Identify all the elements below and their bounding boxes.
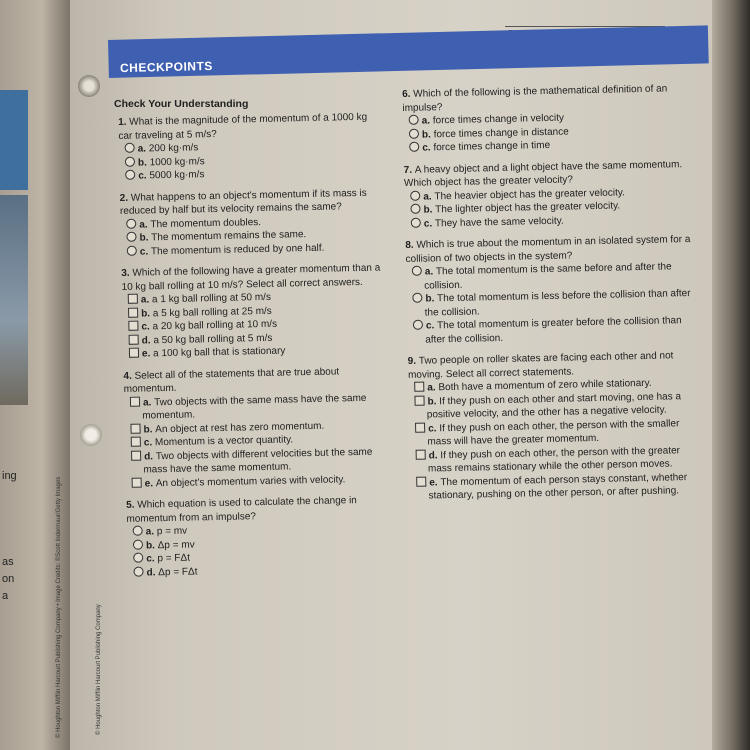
option-letter: a. bbox=[139, 218, 151, 231]
option-text: p = FΔt bbox=[157, 552, 191, 565]
checkbox-icon[interactable] bbox=[129, 334, 139, 344]
left-page-text: as bbox=[2, 556, 14, 568]
option-letter: c. bbox=[146, 553, 158, 565]
question-prompt: Which is true about the momentum in an isolated system for a collision of two objects in the system? bbox=[405, 233, 691, 265]
option-letter: b. bbox=[139, 232, 152, 244]
option-text: 1000 kg·m/s bbox=[149, 155, 205, 168]
radio-circle-icon[interactable] bbox=[125, 170, 135, 180]
radio-circle-icon[interactable] bbox=[409, 142, 419, 152]
question-prompt: Which equation is used to calculate the change in momentum from an impulse? bbox=[126, 495, 357, 525]
left-page-blue-strip bbox=[0, 90, 28, 190]
option-letter: a. bbox=[145, 526, 157, 538]
option-letter: c. bbox=[425, 320, 438, 332]
radio-circle-icon[interactable] bbox=[133, 566, 143, 576]
option-text: a 20 kg ball rolling at 10 m/s bbox=[152, 318, 278, 333]
option-letter: d. bbox=[141, 334, 154, 347]
question-prompt: A heavy object and a light object have the same momentum. Which object has the greater velocity? bbox=[403, 158, 683, 189]
radio-circle-icon[interactable] bbox=[409, 115, 419, 125]
checkbox-icon[interactable] bbox=[415, 422, 425, 432]
left-question-column bbox=[118, 111, 388, 583]
question-prompt: Which of the following is the mathematical definition of an impulse? bbox=[402, 83, 668, 114]
option-letter: e. bbox=[144, 477, 156, 490]
question-text bbox=[120, 186, 381, 218]
option-text: force times change in time bbox=[433, 139, 551, 154]
option-letter: c. bbox=[139, 245, 152, 258]
question-prompt: What happens to an object's momentum if its mass is reduced by half but its velocity remains the same? bbox=[119, 187, 367, 217]
question-number: 2. bbox=[119, 192, 131, 204]
checkbox-icon[interactable] bbox=[132, 477, 142, 487]
option-text: The momentum doubles. bbox=[150, 216, 262, 230]
radio-circle-icon[interactable] bbox=[125, 156, 135, 166]
option-text: Δp = FΔt bbox=[158, 565, 198, 578]
question-number: 7. bbox=[403, 164, 415, 176]
binder-hole-icon bbox=[80, 424, 102, 446]
option-text: force times change in distance bbox=[433, 126, 569, 140]
radio-circle-icon[interactable] bbox=[133, 526, 143, 536]
radio-circle-icon[interactable] bbox=[410, 204, 420, 214]
option-text: The total momentum is less before the collision than after the collision. bbox=[424, 288, 691, 319]
checkbox-icon[interactable] bbox=[131, 450, 141, 460]
option-letter: e. bbox=[429, 476, 441, 489]
radio-circle-icon[interactable] bbox=[410, 190, 420, 200]
checkbox-icon[interactable] bbox=[414, 382, 424, 392]
answer-option[interactable] bbox=[407, 314, 698, 347]
option-letter: b. bbox=[145, 539, 158, 552]
option-letter: c. bbox=[141, 321, 153, 333]
question-number: 5. bbox=[126, 499, 138, 511]
radio-circle-icon[interactable] bbox=[127, 245, 137, 255]
option-text: Momentum is a vector quantity. bbox=[154, 434, 294, 449]
radio-circle-icon[interactable] bbox=[126, 218, 136, 228]
question-number: 3. bbox=[121, 267, 133, 279]
section-heading: Check Your Understanding bbox=[114, 98, 249, 110]
option-letter: b. bbox=[143, 423, 156, 436]
radio-circle-icon[interactable] bbox=[126, 232, 136, 242]
radio-circle-icon[interactable] bbox=[409, 128, 419, 138]
credit-line: © Houghton Mifflin Harcourt Publishing Company bbox=[96, 604, 102, 735]
option-text: a 5 kg ball rolling at 25 m/s bbox=[152, 305, 272, 319]
option-letter: b. bbox=[141, 307, 153, 320]
option-letter: c. bbox=[428, 422, 440, 435]
option-text: Two objects with the same mass have the same momentum. bbox=[142, 392, 367, 422]
question-number: 6. bbox=[402, 88, 414, 100]
option-text: Two objects with different velocities but the same mass have the same momentum. bbox=[143, 446, 373, 476]
checkbox-icon[interactable] bbox=[130, 396, 140, 406]
checkbox-icon[interactable] bbox=[129, 348, 139, 358]
badge-icon bbox=[78, 75, 100, 97]
answer-option[interactable] bbox=[410, 470, 701, 503]
option-letter: d. bbox=[144, 450, 156, 463]
left-page-text: on bbox=[2, 573, 15, 585]
radio-circle-icon[interactable] bbox=[133, 553, 143, 563]
option-text: Both have a momentum of zero while stationary. bbox=[438, 377, 652, 394]
option-letter: a. bbox=[421, 115, 433, 127]
question-prompt: What is the magnitude of the momentum of a 1000 kg car traveling at 5 m/s? bbox=[118, 111, 368, 142]
checkbox-icon[interactable] bbox=[128, 321, 138, 331]
question-prompt: Two people on roller skates are facing each other and not moving. Select all correct statements. bbox=[407, 350, 674, 381]
option-text: The total momentum is the same before and after the collision. bbox=[424, 261, 672, 292]
option-text: force times change in velocity bbox=[432, 112, 565, 127]
checkbox-icon[interactable] bbox=[131, 437, 141, 447]
question-number: 8. bbox=[405, 239, 417, 251]
page-edge bbox=[712, 0, 750, 750]
option-text: The lighter object has the greater velocity. bbox=[435, 200, 621, 216]
credit-line: © Houghton Mifflin Harcourt Publishing Company • Image Credits: ©Scott Indermaur/Getty Images bbox=[56, 476, 62, 738]
option-text: The momentum of each person stays constant, whether stationary, pushing on the other person, or after pushing. bbox=[428, 471, 688, 502]
radio-circle-icon[interactable] bbox=[413, 320, 423, 330]
option-letter: a. bbox=[140, 294, 153, 306]
checkbox-icon[interactable] bbox=[416, 449, 426, 459]
option-letter: d. bbox=[146, 566, 159, 579]
question bbox=[118, 111, 379, 184]
question bbox=[404, 157, 695, 231]
option-letter: c. bbox=[138, 170, 150, 182]
option-text: An object's momentum varies with velocity. bbox=[155, 473, 346, 489]
question bbox=[121, 262, 383, 362]
option-text: The total momentum is greater before the collision than after the collision. bbox=[425, 315, 682, 346]
option-letter: d. bbox=[428, 449, 441, 462]
radio-circle-icon[interactable] bbox=[411, 217, 421, 227]
question-number: 9. bbox=[407, 355, 419, 367]
radio-circle-icon[interactable] bbox=[412, 266, 422, 276]
checkbox-icon[interactable] bbox=[128, 294, 138, 304]
checkbox-icon[interactable] bbox=[414, 395, 424, 405]
option-text: Δp = mv bbox=[157, 538, 195, 551]
option-letter: b. bbox=[137, 156, 150, 169]
question-number: 1. bbox=[118, 116, 130, 128]
question bbox=[405, 233, 697, 347]
option-letter: a. bbox=[142, 396, 155, 409]
option-letter: a. bbox=[423, 190, 435, 203]
option-text: a 50 kg ball rolling at 5 m/s bbox=[153, 332, 273, 346]
option-letter: c. bbox=[422, 142, 434, 154]
question bbox=[408, 349, 701, 504]
question bbox=[123, 364, 385, 491]
right-question-column bbox=[402, 82, 701, 506]
question bbox=[120, 186, 381, 259]
option-text: The momentum remains the same. bbox=[151, 229, 307, 244]
option-text: a 1 kg ball rolling at 50 m/s bbox=[151, 291, 272, 306]
checkbox-icon[interactable] bbox=[416, 476, 426, 486]
checkbox-icon[interactable] bbox=[128, 307, 138, 317]
option-text: The heavier object has the greater velocity. bbox=[434, 186, 625, 202]
checkbox-icon[interactable] bbox=[130, 423, 140, 433]
option-text: The momentum is reduced by one half. bbox=[150, 242, 325, 257]
question-prompt: Which of the following have a greater momentum than a 10 kg ball rolling at 10 m/s? Select all correct answers. bbox=[121, 262, 381, 293]
option-text: If they push on each other, the person with the smaller mass will have the greater momentum. bbox=[427, 417, 680, 448]
radio-circle-icon[interactable] bbox=[125, 143, 135, 153]
question bbox=[402, 82, 693, 156]
option-text: If they push on each other and start moving, one has a positive velocity, and the other has a negative velocity. bbox=[426, 390, 682, 421]
option-text: If they push on each other, the person with the greater mass remains stationary while the other person moves. bbox=[427, 444, 681, 475]
left-page-text: a bbox=[2, 590, 9, 602]
question-prompt: Select all of the statements that are true about momentum. bbox=[123, 365, 340, 395]
option-text: a 100 kg ball that is stationary bbox=[152, 345, 286, 360]
option-letter: a. bbox=[424, 266, 437, 278]
option-letter: b. bbox=[423, 204, 436, 216]
left-page-text: ing bbox=[2, 470, 17, 482]
option-text: p = mv bbox=[156, 525, 188, 538]
option-letter: b. bbox=[421, 128, 434, 141]
option-text: They have the same velocity. bbox=[434, 215, 564, 229]
radio-circle-icon[interactable] bbox=[133, 539, 143, 549]
question-number: 4. bbox=[123, 370, 135, 382]
option-letter: b. bbox=[427, 395, 440, 408]
option-letter: c. bbox=[423, 217, 436, 230]
option-letter: a. bbox=[427, 382, 439, 394]
option-letter: b. bbox=[425, 293, 438, 305]
option-text: 200 kg·m/s bbox=[148, 142, 199, 155]
option-letter: c. bbox=[143, 437, 156, 449]
option-letter: e. bbox=[141, 348, 154, 360]
option-text: An object at rest has zero momentum. bbox=[155, 420, 325, 435]
banner-title: CHECKPOINTS bbox=[119, 58, 214, 76]
option-text: 5000 kg·m/s bbox=[149, 169, 205, 182]
question bbox=[126, 493, 388, 579]
question-text bbox=[121, 262, 382, 294]
radio-circle-icon[interactable] bbox=[412, 293, 422, 303]
left-page-photo bbox=[0, 195, 28, 405]
option-letter: a. bbox=[137, 143, 149, 155]
